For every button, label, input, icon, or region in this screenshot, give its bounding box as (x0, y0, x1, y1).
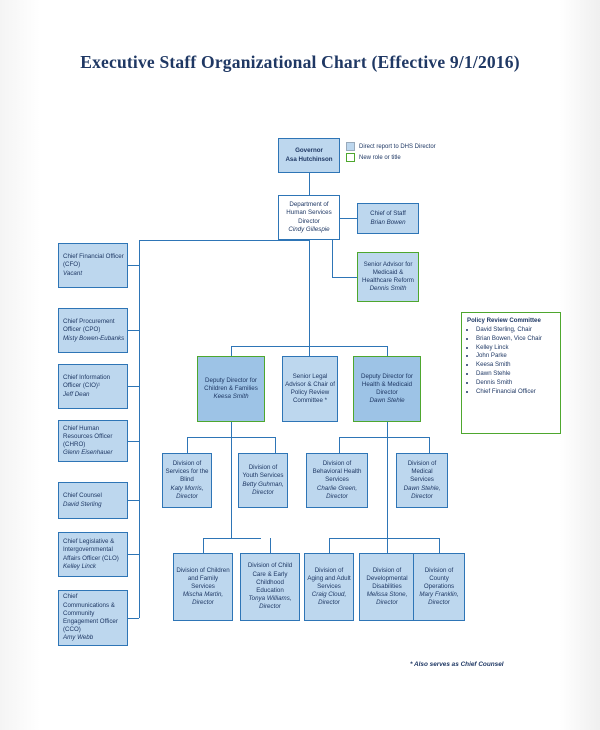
node-deputy-health-title: Deputy Director for Health & Medicaid Director (361, 372, 413, 396)
node-senior-legal-advisor[interactable] (282, 356, 338, 422)
connector-left-trunk (139, 240, 140, 618)
list-item: • Dawn Stehle (476, 370, 555, 379)
node-division-childcare-title: Division of Child Care & Early Childhood Education (247, 562, 293, 594)
node-division-county[interactable] (413, 553, 465, 621)
node-division-aging-title: Division of Aging and Adult Services (307, 566, 351, 590)
node-deputy-children-title: Deputy Director for Children & Families (204, 376, 258, 392)
node-chief-counsel-title: Chief Counsel (63, 492, 102, 500)
node-deputy-health-name: Dawn Stehle (369, 397, 405, 405)
connector-left-6 (128, 554, 139, 555)
connector-children-down (231, 422, 232, 437)
node-cio[interactable] (58, 364, 128, 409)
node-chief-of-staff-title: Chief of Staff (370, 210, 406, 218)
connector-dccece-drop (270, 538, 271, 553)
connector-left-3 (128, 386, 139, 387)
connector-dd-drop (387, 538, 388, 553)
node-governor[interactable] (278, 138, 340, 173)
node-cio-name: Jeff Dean (63, 390, 90, 398)
node-cpo-name: Misty Bowen-Eubanks (63, 334, 125, 342)
node-dhs-director-title: Department of Human Services Director (286, 201, 332, 225)
node-clo[interactable] (58, 532, 128, 577)
node-division-behavioral[interactable] (306, 453, 368, 508)
node-division-developmental[interactable] (359, 553, 415, 621)
node-deputy-health[interactable] (353, 356, 421, 422)
connector-legal-drop (309, 346, 310, 356)
node-division-county-title: Division of County Operations (423, 566, 455, 590)
connector-dhs-senioradvisor-vert (332, 240, 333, 278)
node-cco[interactable] (58, 590, 128, 646)
node-cio-title: Chief Information Officer (CIO)¹ (63, 374, 111, 390)
node-senior-legal-advisor-title: Senior Legal Advisor & Chair of Policy Review Committee * (285, 372, 335, 405)
node-division-developmental-name: Melissa Stone, Director (366, 591, 408, 607)
node-cpo[interactable] (58, 308, 128, 353)
connector-health-row2-bus (329, 538, 439, 539)
connector-deputy-health-drop (387, 346, 388, 356)
node-dhs-director[interactable] (278, 195, 340, 240)
list-item: • John Parke (476, 352, 555, 361)
policy-review-committee-heading: Policy Review Committee (467, 317, 541, 324)
node-senior-advisor-title: Senior Advisor for Medicaid & Healthcare Reform (362, 260, 414, 284)
node-cfo-name: Vacant (63, 269, 83, 277)
node-chief-counsel[interactable] (58, 482, 128, 519)
policy-review-committee-list (467, 326, 555, 397)
page-title: Executive Staff Organizational Chart (Effective 9/1/2016) (80, 52, 520, 72)
connector-dcfs-drop (203, 538, 204, 553)
policy-review-committee[interactable] (461, 312, 561, 434)
connector-medical-drop (429, 437, 430, 453)
connector-left-5 (128, 500, 139, 501)
connector-deputy-children-drop (231, 346, 232, 356)
node-division-youth-title: Division of Youth Services (242, 464, 284, 480)
legend (346, 142, 436, 164)
connector-health-down (387, 422, 388, 437)
node-deputy-children-name: Keesa Smith (213, 393, 249, 401)
legend-item-direct-report (346, 142, 436, 151)
footnote: * Also serves as Chief Counsel (410, 661, 504, 668)
node-division-childcare[interactable] (240, 553, 300, 621)
node-division-childcare-name: Tonya Williams, Director (248, 595, 292, 611)
list-item: • Keesa Smith (476, 361, 555, 370)
node-division-behavioral-name: Charlie Green, Director (316, 484, 358, 500)
legend-swatch-green-icon (346, 153, 355, 162)
node-division-children-family-name: Mischa Martin, Director (182, 591, 224, 607)
connector-children-lower-spine (231, 437, 232, 538)
list-item: • Kelley Linck (476, 344, 555, 353)
node-dhs-director-name: Cindy Gillespie (288, 225, 330, 233)
node-division-youth-name: Betty Guhman, Director (242, 480, 284, 496)
connector-health-lower-spine (387, 437, 388, 538)
node-governor-name: Asa Hutchinson (285, 155, 333, 163)
node-chro[interactable] (58, 420, 128, 462)
connector-left-7 (128, 618, 139, 619)
connector-dhs-senioradvisor (332, 277, 357, 278)
node-senior-advisor[interactable] (357, 252, 419, 302)
node-division-medical[interactable] (396, 453, 448, 508)
node-chro-name: Glenn Eisenhauer (63, 449, 113, 457)
list-item: • David Sterling, Chair (476, 326, 555, 335)
node-division-medical-name: Dawn Stehle, Director (403, 484, 441, 500)
list-item: • Dennis Smith (476, 379, 555, 388)
connector-health-bus (339, 437, 429, 438)
connector-dhs-spine (309, 240, 310, 346)
node-clo-name: Kelley Linck (63, 562, 97, 570)
node-division-developmental-title: Division of Developmental Disabilities (366, 566, 408, 590)
node-senior-advisor-name: Dennis Smith (369, 285, 407, 293)
node-division-youth[interactable] (238, 453, 288, 508)
connector-left-1 (128, 265, 139, 266)
legend-label-direct-report: Direct report to DHS Director (359, 143, 436, 150)
connector-left-2 (128, 330, 139, 331)
node-division-county-name: Mary Franklin, Director (419, 591, 459, 607)
legend-swatch-blue-icon (346, 142, 355, 151)
connector-children-row2-bus (203, 538, 261, 539)
connector-behavioral-drop (339, 437, 340, 453)
list-item: • Chief Financial Officer (476, 388, 555, 397)
node-governor-title: Governor (295, 147, 323, 155)
node-division-blind[interactable] (162, 453, 212, 508)
list-item: • Brian Bowen, Vice Chair (476, 335, 555, 344)
node-cfo[interactable] (58, 243, 128, 288)
node-division-blind-name: Katy Morris, Director (170, 484, 204, 500)
node-deputy-children[interactable] (197, 356, 265, 422)
legend-label-new-role: New role or title (359, 154, 401, 161)
node-chief-of-staff[interactable] (357, 203, 419, 234)
node-division-aging[interactable] (304, 553, 354, 621)
connector-youth-drop (275, 437, 276, 453)
node-division-blind-title: Division of Services for the Blind (165, 460, 209, 484)
node-division-aging-name: Craig Cloud, Director (311, 591, 347, 607)
node-division-children-family[interactable] (173, 553, 233, 621)
node-cco-title: Chief Communications & Community Engagement Officer (CCO) (63, 593, 118, 634)
connector-county-drop (439, 538, 440, 553)
node-cfo-title: Chief Financial Officer (CFO) (63, 253, 124, 269)
node-division-children-family-title: Division of Children and Family Services (176, 566, 230, 590)
legend-item-new-role (346, 153, 436, 162)
node-cco-name: Amy Webb (63, 634, 94, 642)
node-cpo-title: Chief Procurement Officer (CPO) (63, 318, 115, 334)
connector-left-trunk-top (139, 240, 309, 241)
node-clo-title: Chief Legislative & Intergovernmental Affairs Officer (CLO) (63, 538, 119, 562)
node-division-behavioral-title: Division of Behavioral Health Services (312, 460, 362, 484)
connector-left-4 (128, 441, 139, 442)
connector-blind-drop (187, 437, 188, 453)
node-chief-counsel-name: David Sterling (63, 500, 102, 508)
connector-aging-drop (329, 538, 330, 553)
node-chief-of-staff-name: Brian Bowen (370, 218, 406, 226)
node-division-medical-title: Division of Medical Services (407, 460, 437, 484)
node-chro-title: Chief Human Resources Officer (CHRO) (63, 424, 113, 448)
connector-governor-dhs (309, 173, 310, 195)
